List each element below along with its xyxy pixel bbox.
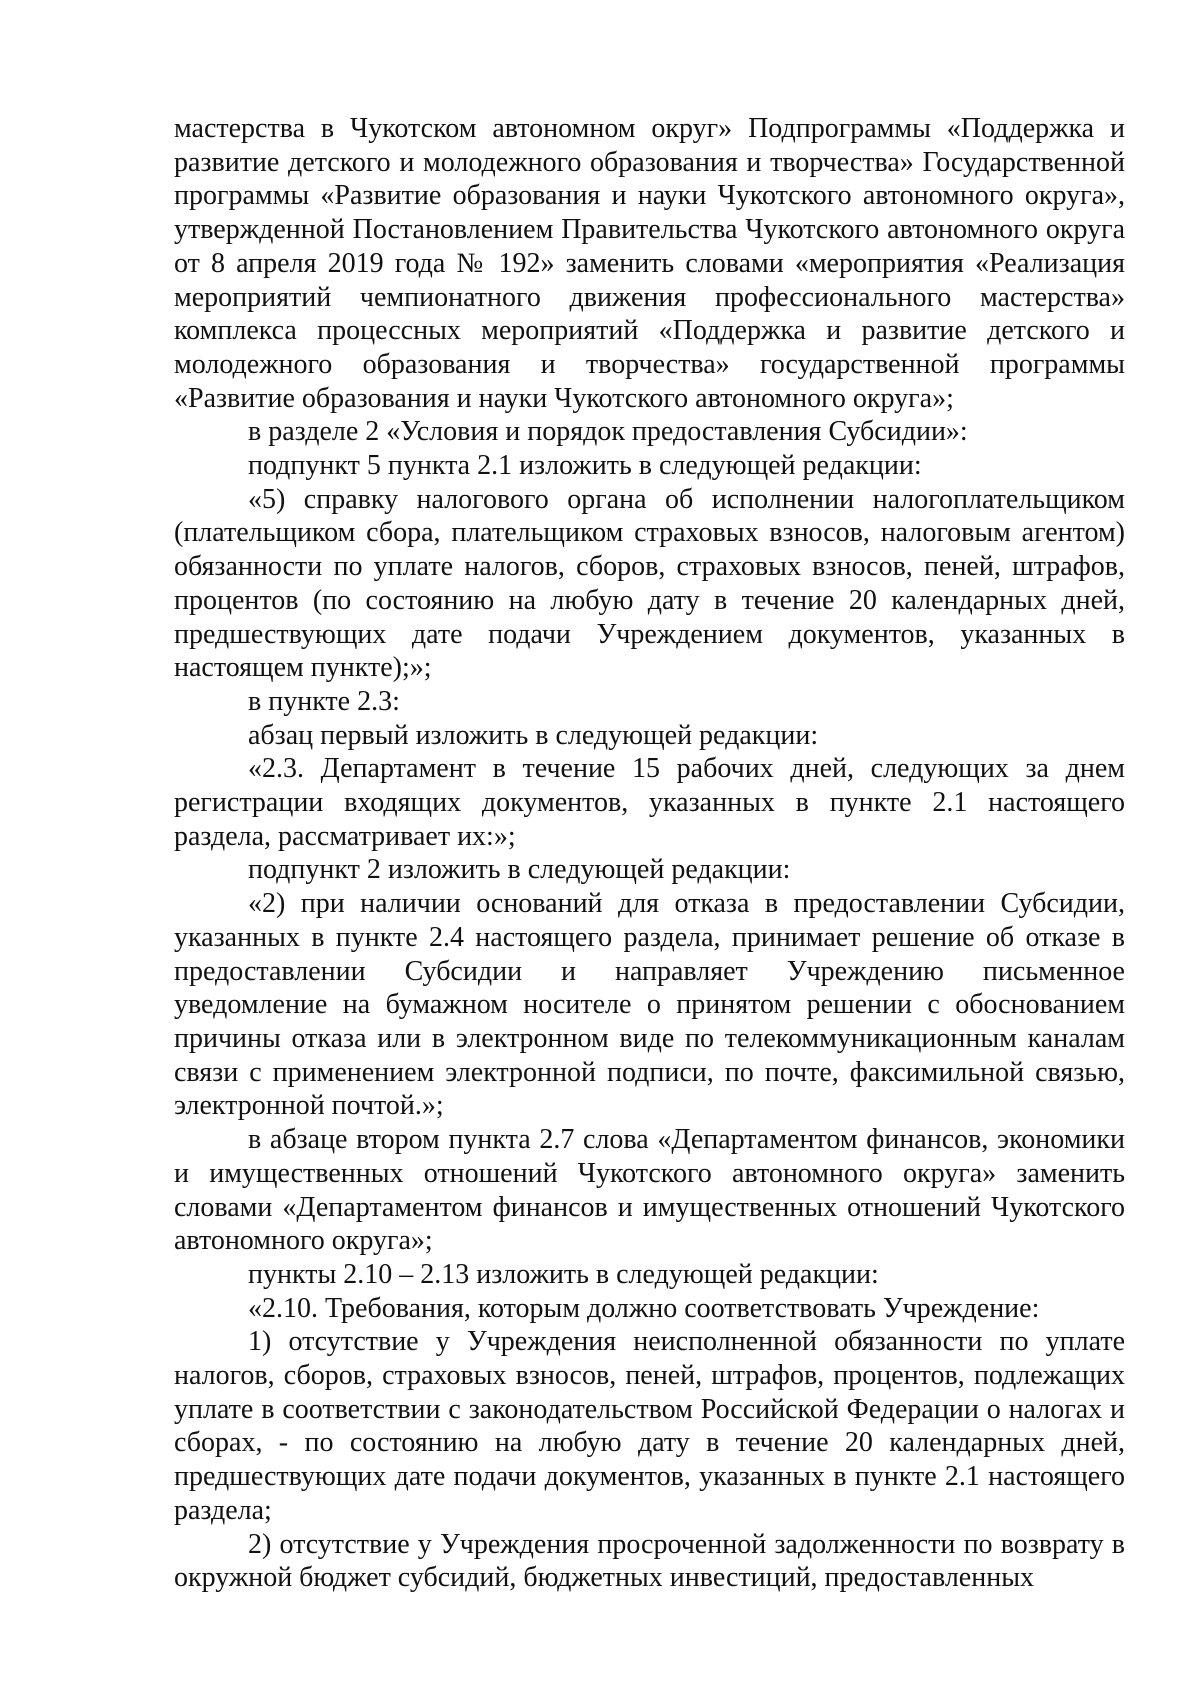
paragraph-8: подпункт 2 изложить в следующей редакции: [248, 854, 791, 886]
paragraph-12: «2.10. Требования, которым должно соответствовать Учреждение: [248, 1292, 1040, 1324]
paragraph-4: «5) справку налогового органа об исполнении налогоплательщиком (плательщиком сбора, плательщиком страховых взносов, налоговым агентом) обязанности по уплате налогов, сборов, страховых взносов, пеней, штрафов, процентов (по состоянию на любую дату в течение 20 календарных дней, предшествующих дате подачи Учреждением документов, указанных в настоящем пункте);»; [174, 483, 1125, 684]
paragraph-6: абзац первый изложить в следующей редакции: [248, 719, 819, 751]
paragraph-5: в пункте 2.3: [248, 685, 400, 717]
paragraph-11: пункты 2.10 – 2.13 изложить в следующей редакции: [248, 1258, 879, 1290]
paragraph-13: 1) отсутствие у Учреждения неисполненной обязанности по уплате налогов, сборов, страховых взносов, пеней, штрафов, процентов, подлежащих уплате в соответствии с законодательством Российской Федерации о налогах и сборах, - по состоянию на любую дату в течение 20 календарных дней, предшествующих дате подачи документов, указанных в пункте 2.1 настоящего раздела; [174, 1326, 1125, 1526]
paragraph-14: 2) отсутствие у Учреждения просроченной задолженности по возврату в окружной бюджет субсидий, бюджетных инвестиций, предоставленных [174, 1528, 1125, 1594]
paragraph-2: в разделе 2 «Условия и порядок предоставления Субсидии»: [248, 416, 968, 448]
paragraph-1: мастерства в Чукотском автономном округ» Подпрограммы «Поддержка и развитие детского и молодежного образования и творчества» Государственной программы «Развитие образования и науки Чукотского автономного округа», утвержденной Постановлением Правительства Чукотского автономного округа от 8 апреля 2019 года № 192» заменить словами «мероприятия «Реализация мероприятий чемпионатного движения профессионального мастерства» комплекса процессных мероприятий «Поддержка и развитие детского и молодежного образования и творчества» государственной программы «Развитие образования и науки Чукотского автономного округа»; [174, 113, 1125, 414]
paragraph-3: подпункт 5 пункта 2.1 изложить в следующей редакции: [248, 450, 922, 482]
document-body [174, 112, 1125, 1595]
paragraph-9: «2) при наличии оснований для отказа в предоставлении Субсидии, указанных в пункте 2.4 настоящего раздела, принимает решение об отказе в предоставлении Субсидии и направляет Учреждению письменное уведомление на бумажном носителе о принятом решении с обоснованием причины отказа или в электронном виде по телекоммуникационным каналам связи с применением электронной подписи, по почте, факсимильной связью, электронной почтой.»; [174, 888, 1125, 1122]
paragraph-7: «2.3. Департамент в течение 15 рабочих дней, следующих за днем регистрации входящих документов, указанных в пункте 2.1 настоящего раздела, рассматривает их:»; [174, 753, 1125, 852]
paragraph-10: в абзаце втором пункта 2.7 слова «Департаментом финансов, экономики и имущественных отношений Чукотского автономного округа» заменить словами «Департаментом финансов и имущественных отношений Чукотского автономного округа»; [174, 1124, 1125, 1257]
